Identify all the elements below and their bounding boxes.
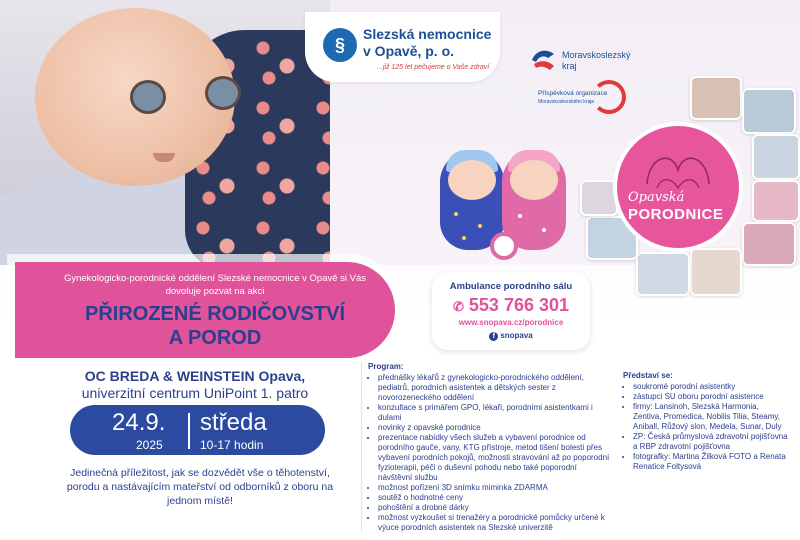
- region-org-line2: Moravskoslezského kraje: [538, 99, 595, 105]
- event-title: [55, 302, 375, 350]
- event-weekday: středa: [200, 409, 267, 436]
- presenter-item: • soukromé porodní asistentky: [633, 382, 788, 392]
- program-item: • prezentace nabídky všech služeb a vybavení porodnice od porodního gauče, vany, KTG přístroje, metod tišení bolesti přes vybavení porodních pokojů, možnosti stravování až po poporodní fyzioterapii, péči o duševní pohodu nebo také poporodní návštěvní službu: [378, 433, 613, 483]
- brand-opav: Opavská: [628, 190, 685, 205]
- invite-text: Gynekologicko-porodnické oddělení Slezské nemocnice v Opavě si Vás dovoluje pozvat na akci: [63, 273, 367, 297]
- date-divider: [188, 413, 190, 449]
- hospital-name: Slezská nemocnice v Opavě, p. o.: [363, 26, 492, 59]
- invite-box: [15, 262, 395, 358]
- program-list: [368, 373, 613, 533]
- baby-face: [448, 160, 496, 200]
- presenters-title: Představí se:: [623, 371, 673, 380]
- region-logo: [530, 46, 650, 126]
- hands-heart-icon: [617, 126, 739, 248]
- presenters-section: [623, 371, 788, 472]
- brand-porodnice: PORODNICE: [628, 206, 724, 223]
- program-section: [368, 362, 613, 533]
- venue-place: univerzitní centrum UniPoint 1. patro: [81, 385, 309, 401]
- hospital-logo-icon: §: [323, 28, 357, 62]
- program-item: • novinky z opavské porodnice: [378, 423, 613, 433]
- event-title-line1: PŘIROZENÉ RODIČOVSTVÍ: [84, 303, 346, 325]
- baby-face: [510, 160, 558, 200]
- photo-baby-head: [35, 8, 235, 186]
- region-name: [562, 50, 631, 72]
- region-arc-icon: [592, 80, 626, 114]
- baby-photo: [0, 0, 330, 265]
- program-item: • konzultace s primářem GPO, lékaři, porodními asistentkami i dulami: [378, 403, 613, 423]
- presenter-item: • firmy: Lansinoh, Slezská Harmonia, Zentiva, Promedica, Nobilis Tilia, Steamy, Aniball, Růžový slon, Medela, Sunar, Duly: [633, 402, 788, 432]
- region-org-line1: Příspěvková organizace: [538, 90, 608, 97]
- ambulance-web-link[interactable]: www.snopava.cz/porodnice: [458, 318, 564, 327]
- bundle-dot: [518, 214, 522, 218]
- facebook-handle: snopava: [500, 331, 533, 340]
- photo-mouth: [153, 153, 175, 162]
- ambulance-phone-number: 553 766 301: [468, 295, 570, 315]
- program-title: Program:: [368, 362, 404, 371]
- ambulance-title: Ambulance porodního sálu: [449, 281, 573, 292]
- photo-eye: [130, 80, 166, 114]
- event-hours: 10-17 hodin: [200, 438, 264, 452]
- wheel-photo: [752, 134, 800, 180]
- event-date: 24.9.: [112, 409, 166, 436]
- date-box: [70, 405, 325, 455]
- program-item: • přednášky lékařů z gynekologicko-porodnického oddělení, pediatrů, porodních asistentek a dětských sester z novorozeneckého oddělení: [378, 373, 613, 403]
- hospital-slogan: ...již 125 let pečujeme o Vaše zdraví: [377, 64, 490, 71]
- program-item: • soutěž o hodnotné ceny: [378, 493, 613, 503]
- wheel-photo: [742, 222, 796, 266]
- program-item: • možnost pořízení 3D snímku miminka ZDARMA: [378, 483, 613, 493]
- wheel-photo: [690, 248, 742, 296]
- column-divider: [361, 362, 362, 532]
- bundle-dot: [454, 212, 458, 216]
- pacifier-icon: [490, 232, 518, 260]
- babies-illustration: [440, 140, 580, 260]
- bundle-dot: [542, 228, 546, 232]
- program-item: • možnost vyzkoušet si trenažéry a porodnické pomůcky určené k výuce porodních asistentek na Slezské univerzitě: [378, 513, 613, 533]
- region-logo-icon: [530, 46, 556, 72]
- wheel-photo: [690, 76, 742, 120]
- facebook-link[interactable]: [432, 331, 590, 341]
- bundle-dot: [478, 224, 482, 228]
- brand-circle: [617, 126, 739, 248]
- presenter-item: • fotografky: Martina Žilková FOTO a Renata Renatice Foltysová: [633, 452, 788, 472]
- ambulance-phone[interactable]: [432, 295, 590, 316]
- presenter-item: • zástupci SU oboru porodní asistence: [633, 392, 788, 402]
- event-title-line2: A POROD: [168, 327, 262, 349]
- wheel-photo: [752, 180, 800, 222]
- venue: [30, 368, 360, 402]
- venue-name: OC BREDA & WEINSTEIN Opava,: [84, 368, 306, 384]
- hospital-logo: [305, 12, 500, 82]
- photo-eye: [205, 76, 241, 110]
- ambulance-card: [432, 272, 590, 350]
- region-name-line2: kraj: [562, 61, 577, 71]
- wheel-photo: [742, 88, 796, 134]
- wheel-photo: [580, 180, 618, 216]
- presenter-item: • ZP: Česká průmyslová zdravotní pojišťovna a RBP zdravotní pojišťovna: [633, 432, 788, 452]
- presenters-list: [623, 382, 788, 472]
- phone-icon: ✆: [452, 299, 464, 314]
- facebook-icon: f: [489, 332, 498, 341]
- program-item: • pohoštění a drobné dárky: [378, 503, 613, 513]
- region-name-line1: Moravskoslezský: [562, 50, 631, 60]
- bottom-note: Jedinečná příležitost, jak se dozvědět vše o těhotenství, porodu a nastávajícím mateřství od odborníků z oboru na jednom místě!: [66, 467, 334, 507]
- bundle-dot: [462, 236, 466, 240]
- wheel-photo: [636, 252, 690, 296]
- event-year: 2025: [136, 438, 163, 452]
